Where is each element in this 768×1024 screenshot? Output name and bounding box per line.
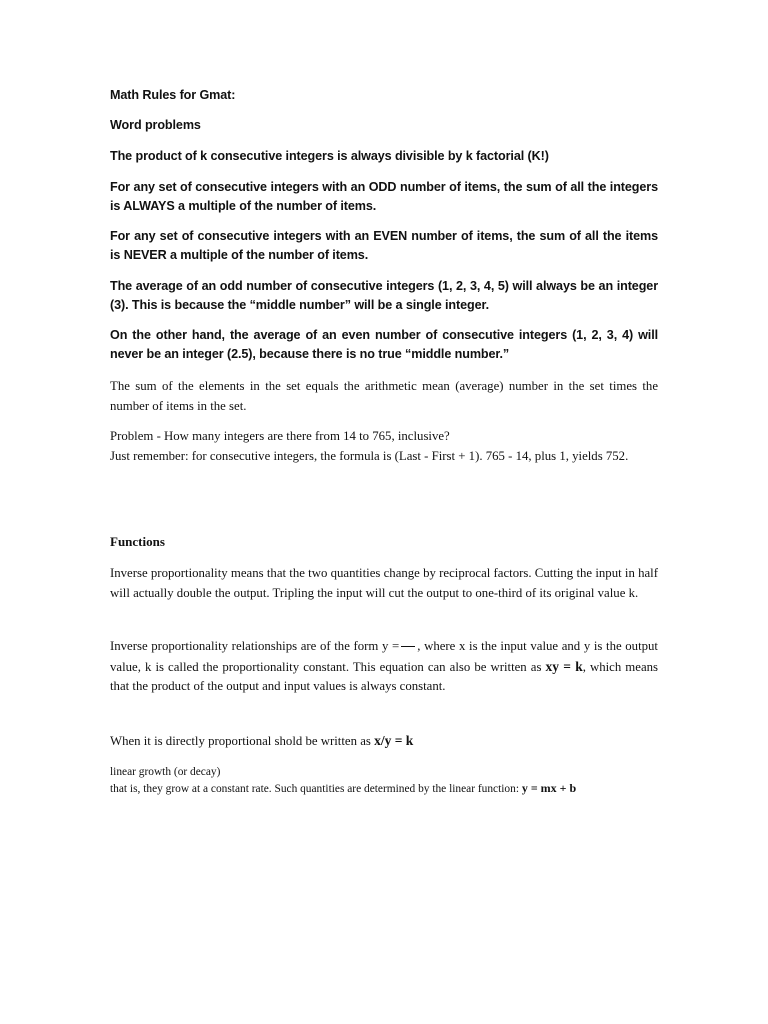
paragraph-factorial-rule: The product of k consecutive integers is always divisible by k factorial (K!) — [110, 149, 549, 163]
linear-equation: y = mx + b — [521, 781, 577, 795]
inverse-form-tail: , which means that the product of the output and input values is always constant. — [110, 659, 658, 693]
direct-text: When it is directly proportional shold be written as — [110, 734, 375, 748]
direct-equation: x/y = k — [374, 733, 414, 748]
fraction-bar-icon — [401, 646, 415, 647]
inverse-equation: xy = k — [545, 658, 583, 674]
inverse-form-before: Inverse proportionality relationships are of the form — [110, 639, 383, 653]
linear-growth-title: linear growth (or decay) — [110, 766, 221, 778]
paragraph-consecutive-formula: Just remember: for consecutive integers, the formula is (Last - First + 1). 765 - 14, plus 1, yields 752. — [110, 449, 629, 463]
paragraph-sum-mean-rule: The sum of the elements in the set equals the arithmetic mean (average) number in the set times the number of items in the set. — [110, 379, 658, 413]
paragraph-even-average-rule: On the other hand, the average of an even number of consecutive integers (1, 2, 3, 4) will never be an integer (2.5), because there is no true “middle number.” — [110, 328, 658, 361]
paragraph-direct-proportional — [110, 731, 658, 752]
paragraph-inverse-definition: Inverse proportionality means that the two quantities change by reciprocal factors. Cutting the input in half will actually double the output. Tripling the input will cut the output to one-third of its original value k. — [110, 566, 658, 600]
linear-text: that is, they grow at a constant rate. Such quantities are determined by the linear function: — [110, 783, 522, 795]
section-heading-word-problems: Word problems — [110, 118, 201, 132]
inverse-form-lhs: y = — [382, 639, 400, 653]
paragraph-problem: Problem - How many integers are there from 14 to 765, inclusive? — [110, 429, 450, 443]
section-heading-functions: Functions — [110, 534, 165, 549]
paragraph-linear-function — [110, 781, 658, 797]
paragraph-odd-average-rule: The average of an odd number of consecutive integers (1, 2, 3, 4, 5) will always be an integer (3). This is because the “middle number” will be a single integer. — [110, 279, 658, 312]
document-title: Math Rules for Gmat: — [110, 88, 236, 102]
paragraph-even-sum-rule: For any set of consecutive integers with an EVEN number of items, the sum of all the items is NEVER a multiple of the number of items. — [110, 229, 658, 262]
inverse-form-after: , where x is the input value and y is the output value, k is called the proportionality constant. This equation can also be written as — [110, 639, 658, 674]
paragraph-odd-sum-rule: For any set of consecutive integers with an ODD number of items, the sum of all the integers is ALWAYS a multiple of the number of items. — [110, 180, 658, 213]
paragraph-inverse-form — [110, 637, 658, 697]
